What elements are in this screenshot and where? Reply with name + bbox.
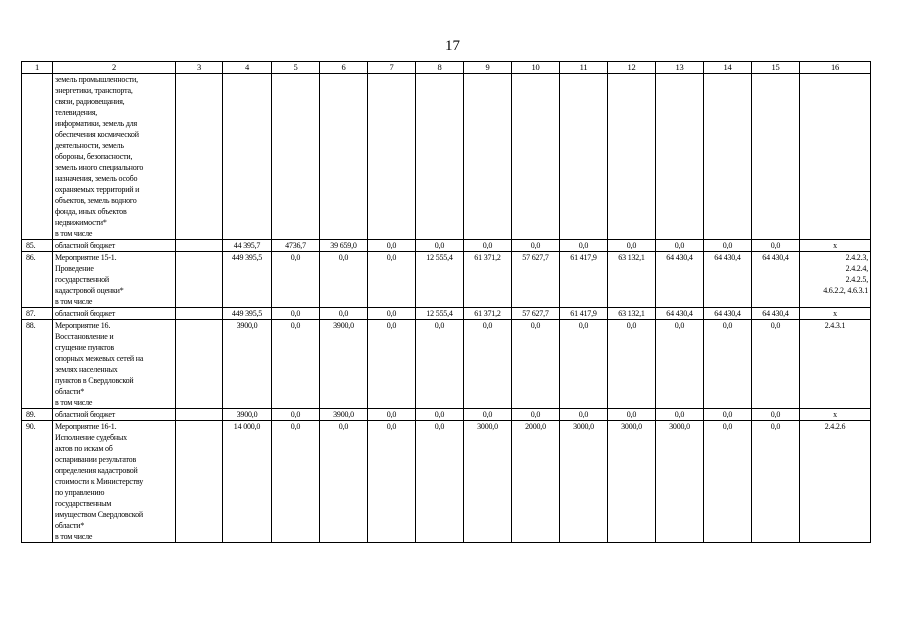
header-cell: 6	[320, 62, 368, 74]
value-cell: 0,0	[752, 421, 800, 543]
value-cell	[368, 74, 416, 240]
value-cell: 0,0	[272, 409, 320, 421]
value-cell: 64 430,4	[704, 252, 752, 308]
value-cell: 57 627,7	[512, 308, 560, 320]
value-cell: 0,0	[464, 320, 512, 409]
value-cell: 0,0	[704, 421, 752, 543]
value-cell: 3900,0	[320, 320, 368, 409]
value-cell: 61 417,9	[560, 308, 608, 320]
value-cell	[752, 74, 800, 240]
header-cell: 14	[704, 62, 752, 74]
value-cell: 0,0	[320, 308, 368, 320]
value-cell: 0,0	[608, 320, 656, 409]
value-cell: 0,0	[368, 320, 416, 409]
value-cell	[176, 74, 223, 240]
value-cell: 0,0	[752, 240, 800, 252]
value-cell: 3900,0	[223, 409, 272, 421]
value-cell: 61 417,9	[560, 252, 608, 308]
header-cell: 3	[176, 62, 223, 74]
table-row	[22, 252, 871, 308]
value-cell	[560, 74, 608, 240]
value-cell: 0,0	[272, 320, 320, 409]
value-cell: 0,0	[272, 421, 320, 543]
value-cell: 61 371,2	[464, 308, 512, 320]
header-cell: 16	[800, 62, 871, 74]
header-cell: 9	[464, 62, 512, 74]
value-cell: 0,0	[368, 421, 416, 543]
value-cell: 0,0	[560, 409, 608, 421]
value-cell: 0,0	[272, 252, 320, 308]
target-code-cell	[800, 74, 871, 240]
value-cell: 0,0	[368, 409, 416, 421]
header-cell: 10	[512, 62, 560, 74]
value-cell: 63 132,1	[608, 308, 656, 320]
value-cell	[656, 74, 704, 240]
budget-table	[21, 61, 871, 543]
value-cell: 0,0	[512, 320, 560, 409]
value-cell: 0,0	[368, 240, 416, 252]
header-row	[22, 62, 871, 74]
value-cell: 57 627,7	[512, 252, 560, 308]
target-code-cell: 2.4.2.3, 2.4.2.4, 2.4.2.5, 4.6.2.2, 4.6.3.1	[800, 252, 871, 308]
value-cell	[176, 252, 223, 308]
value-cell: 0,0	[608, 409, 656, 421]
value-cell	[608, 74, 656, 240]
value-cell: 63 132,1	[608, 252, 656, 308]
row-name-cell: Мероприятие 15-1. Проведение государственной кадастровой оценки* в том числе	[53, 252, 176, 308]
value-cell: 0,0	[368, 252, 416, 308]
row-name-cell: областной бюджет	[53, 409, 176, 421]
table-row	[22, 421, 871, 543]
value-cell: 3900,0	[320, 409, 368, 421]
header-cell: 7	[368, 62, 416, 74]
value-cell: 64 430,4	[656, 252, 704, 308]
header-cell: 8	[416, 62, 464, 74]
value-cell: 3000,0	[560, 421, 608, 543]
value-cell: 0,0	[560, 320, 608, 409]
value-cell: 64 430,4	[752, 252, 800, 308]
header-cell: 5	[272, 62, 320, 74]
header-cell: 4	[223, 62, 272, 74]
value-cell: 0,0	[320, 252, 368, 308]
table-row	[22, 308, 871, 320]
value-cell: 64 430,4	[752, 308, 800, 320]
value-cell	[176, 421, 223, 543]
value-cell: 2000,0	[512, 421, 560, 543]
value-cell	[512, 74, 560, 240]
value-cell: 0,0	[656, 409, 704, 421]
row-number-cell: 86.	[22, 252, 53, 308]
value-cell	[320, 74, 368, 240]
target-code-cell: х	[800, 409, 871, 421]
value-cell	[176, 320, 223, 409]
value-cell: 3000,0	[464, 421, 512, 543]
row-number-cell: 85.	[22, 240, 53, 252]
row-number-cell: 87.	[22, 308, 53, 320]
value-cell: 12 555,4	[416, 308, 464, 320]
row-name-cell: Мероприятие 16. Восстановление и сгущение пунктов опорных межевых сетей на землях населенных пунктов в Свердловской области* в том числе	[53, 320, 176, 409]
value-cell: 0,0	[752, 409, 800, 421]
header-cell: 15	[752, 62, 800, 74]
value-cell: 61 371,2	[464, 252, 512, 308]
row-name-cell: областной бюджет	[53, 240, 176, 252]
table-row	[22, 320, 871, 409]
value-cell: 64 430,4	[656, 308, 704, 320]
target-code-cell: х	[800, 308, 871, 320]
value-cell: 0,0	[512, 409, 560, 421]
value-cell: 0,0	[560, 240, 608, 252]
value-cell	[176, 409, 223, 421]
value-cell: 44 395,7	[223, 240, 272, 252]
value-cell: 0,0	[752, 320, 800, 409]
row-name-cell: Мероприятие 16-1. Исполнение судебных актов по искам об оспаривании результатов определения кадастровой стоимости к Министерству по управлению государственным имуществом Свердловской области* в том числе	[53, 421, 176, 543]
row-number-cell	[22, 74, 53, 240]
header-cell: 2	[53, 62, 176, 74]
table-row	[22, 409, 871, 421]
value-cell: 14 000,0	[223, 421, 272, 543]
value-cell: 0,0	[704, 240, 752, 252]
value-cell	[223, 74, 272, 240]
value-cell	[176, 240, 223, 252]
value-cell: 0,0	[608, 240, 656, 252]
value-cell	[176, 308, 223, 320]
header-cell: 11	[560, 62, 608, 74]
value-cell: 0,0	[704, 409, 752, 421]
value-cell: 449 395,5	[223, 308, 272, 320]
row-name-cell: земель промышленности, энергетики, транспорта, связи, радиовещания, телевидения, информатики, земель для обеспечения космической деятельности, земель обороны, безопасности, земель иного специального назначения, земель особо охраняемых территорий и объектов, земель водного фонда, иных объектов недвижимости* в том числе	[53, 74, 176, 240]
value-cell: 0,0	[416, 409, 464, 421]
header-cell: 12	[608, 62, 656, 74]
target-code-cell: 2.4.3.1	[800, 320, 871, 409]
value-cell: 0,0	[368, 308, 416, 320]
value-cell: 3900,0	[223, 320, 272, 409]
value-cell: 449 395,5	[223, 252, 272, 308]
target-code-cell: 2.4.2.6	[800, 421, 871, 543]
row-name-cell: областной бюджет	[53, 308, 176, 320]
value-cell	[272, 74, 320, 240]
table-row	[22, 74, 871, 240]
value-cell: 0,0	[512, 240, 560, 252]
target-code-cell: х	[800, 240, 871, 252]
value-cell: 0,0	[416, 240, 464, 252]
value-cell: 64 430,4	[704, 308, 752, 320]
row-number-cell: 89.	[22, 409, 53, 421]
row-number-cell: 88.	[22, 320, 53, 409]
page-number: 17	[445, 38, 460, 54]
value-cell: 0,0	[704, 320, 752, 409]
value-cell	[416, 74, 464, 240]
value-cell: 0,0	[320, 421, 368, 543]
row-number-cell: 90.	[22, 421, 53, 543]
value-cell: 3000,0	[656, 421, 704, 543]
value-cell: 0,0	[416, 421, 464, 543]
header-cell: 13	[656, 62, 704, 74]
value-cell: 4736,7	[272, 240, 320, 252]
value-cell	[704, 74, 752, 240]
value-cell: 0,0	[416, 320, 464, 409]
value-cell: 39 659,0	[320, 240, 368, 252]
value-cell: 12 555,4	[416, 252, 464, 308]
value-cell: 0,0	[656, 240, 704, 252]
table-row	[22, 240, 871, 252]
value-cell	[464, 74, 512, 240]
value-cell: 0,0	[656, 320, 704, 409]
header-cell: 1	[22, 62, 53, 74]
value-cell: 0,0	[464, 409, 512, 421]
value-cell: 0,0	[464, 240, 512, 252]
value-cell: 3000,0	[608, 421, 656, 543]
value-cell: 0,0	[272, 308, 320, 320]
